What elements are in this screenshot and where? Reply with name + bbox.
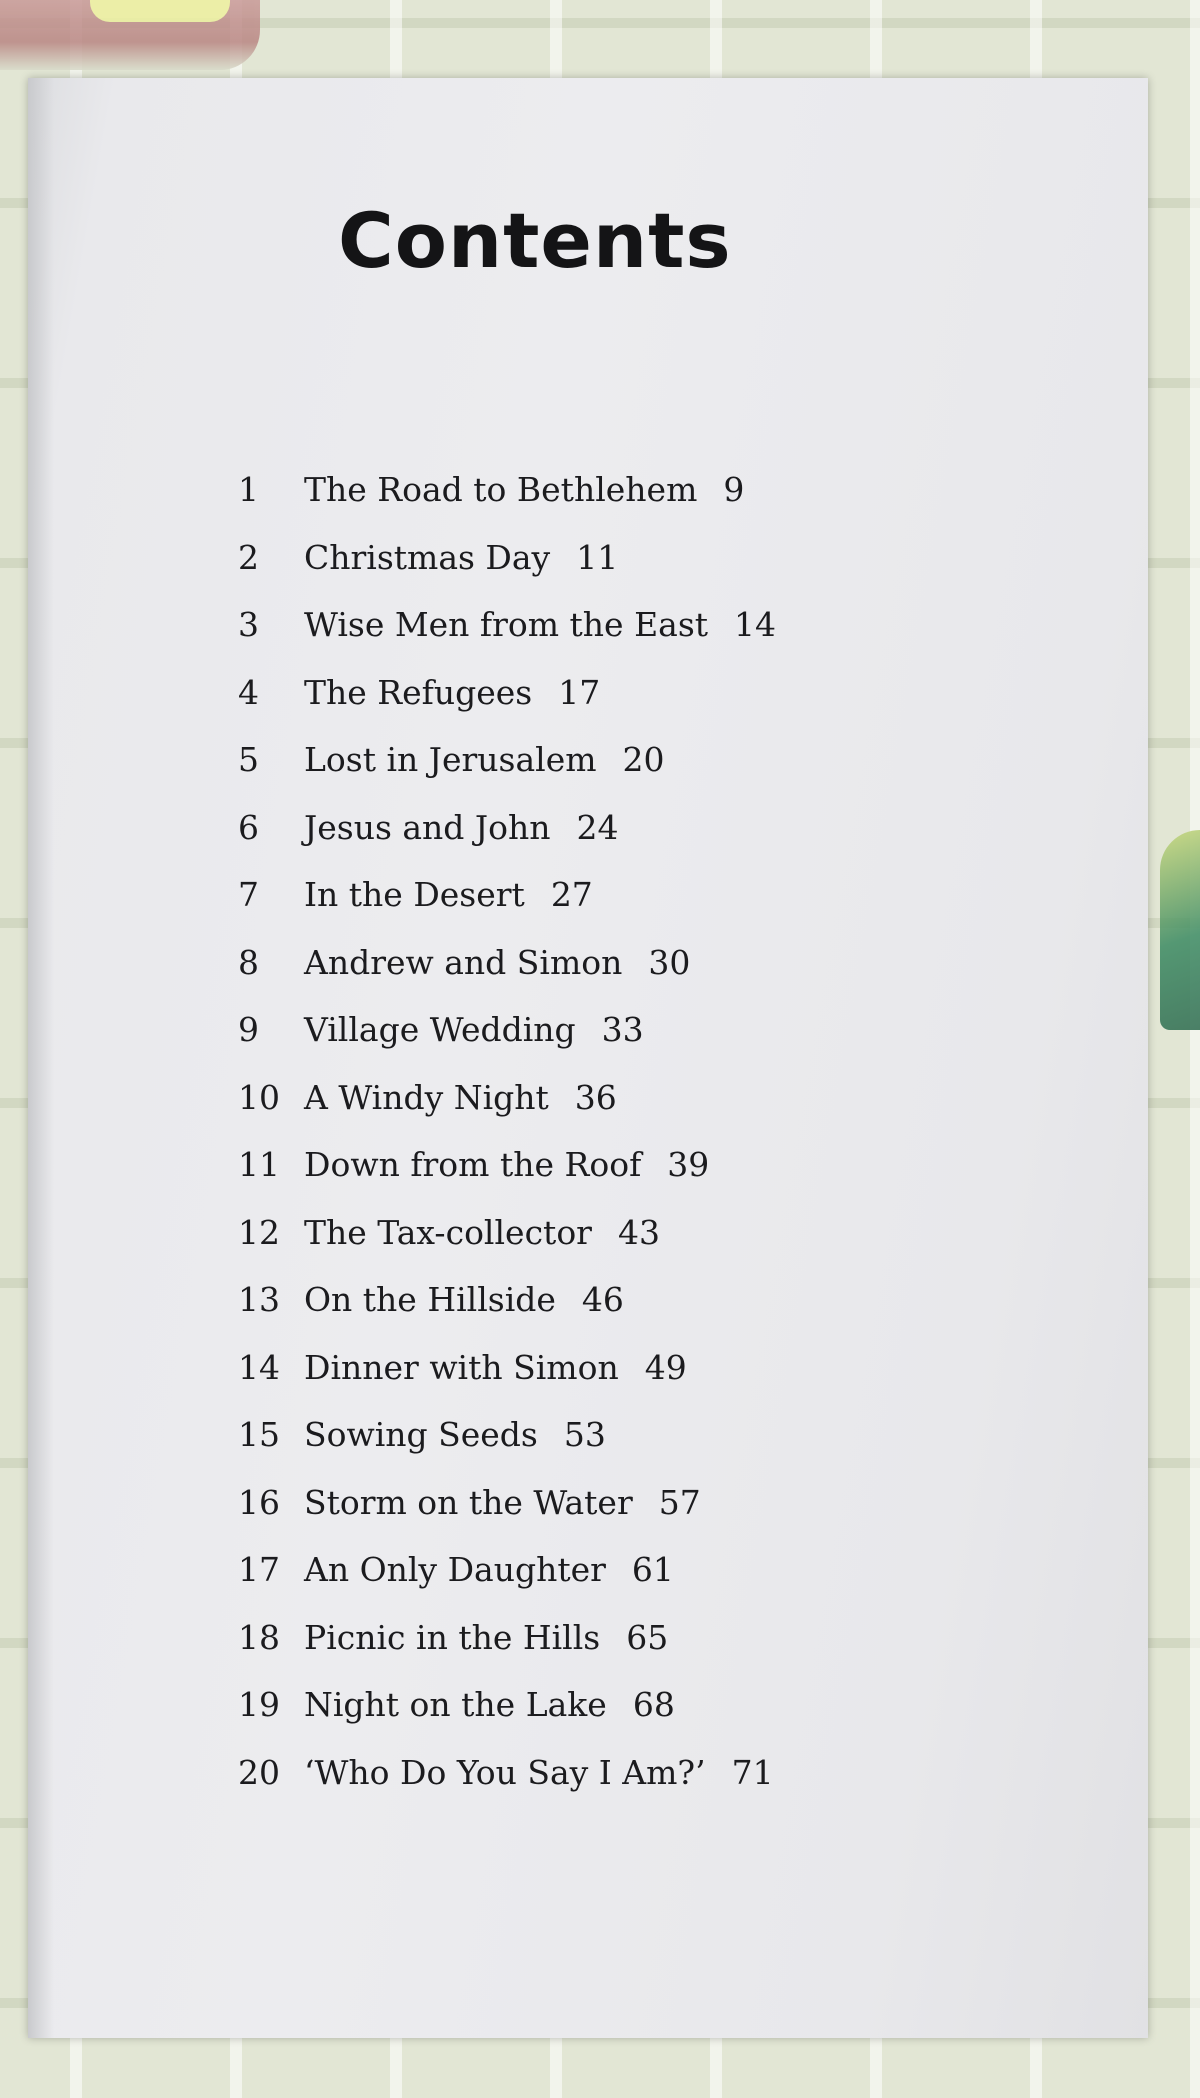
entry-title: Storm on the Water xyxy=(304,1482,633,1522)
contents-entry xyxy=(238,1550,776,1618)
contents-list xyxy=(238,470,776,1820)
entry-title: Village Wedding xyxy=(304,1010,576,1049)
entry-number: 15 xyxy=(238,1415,280,1454)
entry-page: 24 xyxy=(576,807,619,847)
entry-title: A Windy Night xyxy=(304,1077,549,1117)
entry-number: 6 xyxy=(238,807,259,847)
corner-decoration xyxy=(0,0,260,70)
contents-entry xyxy=(238,1280,776,1348)
contents-entry xyxy=(238,1753,776,1821)
contents-entry xyxy=(238,1618,776,1686)
entry-page: 27 xyxy=(550,875,593,914)
entry-page: 39 xyxy=(667,1145,710,1184)
entry-number: 16 xyxy=(238,1482,280,1522)
entry-title: Night on the Lake xyxy=(304,1685,607,1724)
contents-entry xyxy=(238,1213,776,1281)
entry-page: 61 xyxy=(631,1550,674,1589)
entry-number: 18 xyxy=(238,1617,280,1657)
entry-page: 43 xyxy=(617,1212,660,1252)
entry-number: 4 xyxy=(238,672,259,712)
entry-number: 19 xyxy=(238,1685,280,1724)
entry-page: 46 xyxy=(581,1280,624,1319)
entry-title: Dinner with Simon xyxy=(304,1347,619,1387)
entry-page: 20 xyxy=(622,740,665,779)
contents-entry xyxy=(238,943,776,1011)
contents-entry xyxy=(238,673,776,741)
contents-entry xyxy=(238,1010,776,1078)
entry-title: On the Hillside xyxy=(304,1280,556,1319)
contents-entry xyxy=(238,1415,776,1483)
entry-number: 13 xyxy=(238,1280,280,1319)
contents-entry xyxy=(238,470,776,538)
entry-page: 14 xyxy=(734,605,777,644)
entry-title: Wise Men from the East xyxy=(304,605,709,644)
entry-number: 12 xyxy=(238,1212,280,1252)
entry-number: 7 xyxy=(238,875,259,914)
entry-page: 9 xyxy=(723,470,745,509)
contents-entry xyxy=(238,808,776,876)
entry-page: 11 xyxy=(576,537,619,577)
entry-page: 68 xyxy=(632,1685,675,1724)
entry-title: The Road to Bethlehem xyxy=(304,470,698,509)
entry-title: The Refugees xyxy=(304,672,533,712)
entry-number: 8 xyxy=(238,942,259,982)
contents-entry xyxy=(238,538,776,606)
entry-number: 2 xyxy=(238,537,259,577)
entry-title: ‘Who Do You Say I Am?’ xyxy=(304,1752,706,1792)
entry-number: 9 xyxy=(238,1010,259,1049)
book-page xyxy=(28,78,1148,2038)
contents-entry xyxy=(238,875,776,943)
entry-title: Lost in Jerusalem xyxy=(304,740,597,779)
entry-page: 57 xyxy=(658,1482,701,1522)
page-title: Contents xyxy=(338,196,732,285)
entry-number: 11 xyxy=(238,1145,280,1184)
contents-entry xyxy=(238,1685,776,1753)
entry-page: 49 xyxy=(644,1347,687,1387)
entry-page: 30 xyxy=(648,942,691,982)
entry-page: 71 xyxy=(731,1752,774,1792)
contents-entry xyxy=(238,740,776,808)
entry-title: In the Desert xyxy=(304,875,525,914)
entry-page: 36 xyxy=(574,1077,617,1117)
entry-title: An Only Daughter xyxy=(304,1550,606,1589)
entry-page: 17 xyxy=(558,672,601,712)
entry-number: 1 xyxy=(238,470,259,509)
entry-title: Sowing Seeds xyxy=(304,1415,538,1454)
entry-title: Christmas Day xyxy=(304,537,551,577)
entry-number: 10 xyxy=(238,1077,280,1117)
entry-number: 20 xyxy=(238,1752,280,1792)
entry-title: Jesus and John xyxy=(304,807,551,847)
entry-title: The Tax-collector xyxy=(304,1212,592,1252)
entry-page: 33 xyxy=(601,1010,644,1049)
entry-title: Andrew and Simon xyxy=(304,942,623,982)
contents-entry xyxy=(238,605,776,673)
contents-entry xyxy=(238,1078,776,1146)
entry-page: 53 xyxy=(563,1415,606,1454)
entry-title: Down from the Roof xyxy=(304,1145,642,1184)
entry-number: 17 xyxy=(238,1550,280,1589)
entry-title: Picnic in the Hills xyxy=(304,1617,601,1657)
contents-entry xyxy=(238,1483,776,1551)
entry-number: 14 xyxy=(238,1347,280,1387)
contents-entry xyxy=(238,1348,776,1416)
entry-page: 65 xyxy=(626,1617,669,1657)
leaf-decoration xyxy=(1160,830,1200,1030)
entry-number: 5 xyxy=(238,740,259,779)
entry-number: 3 xyxy=(238,605,259,644)
contents-entry xyxy=(238,1145,776,1213)
